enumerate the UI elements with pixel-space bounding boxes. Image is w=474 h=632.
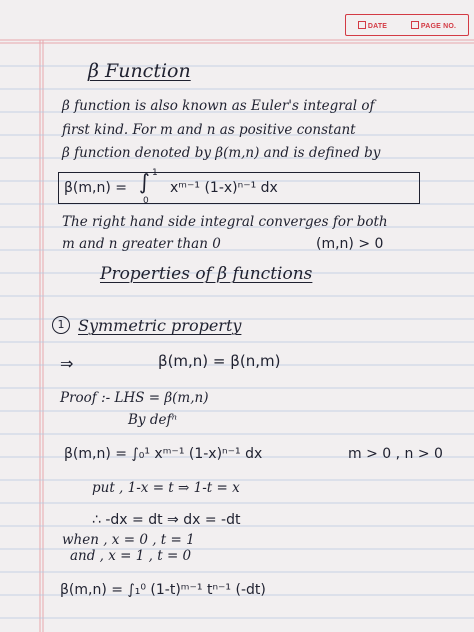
date-page-stamp	[345, 14, 469, 36]
intro-line-3: β function denoted by β(m,n) and is defined by	[62, 145, 381, 161]
proof-conditions: m > 0 , n > 0	[348, 446, 443, 462]
proof-by-def: By defⁿ	[128, 412, 177, 428]
proof-limits-when: when , x = 0 , t = 1	[62, 532, 195, 548]
proof-integral: β(m,n) = ∫₀¹ xᵐ⁻¹ (1-x)ⁿ⁻¹ dx	[64, 446, 263, 462]
page-checkbox-icon	[411, 21, 419, 29]
proof-lhs: Proof :- LHS = β(m,n)	[60, 390, 209, 406]
proof-differential: ∴ -dx = dt ⇒ dx = -dt	[92, 512, 241, 528]
property-number: 1	[52, 316, 70, 334]
date-checkbox-icon	[358, 21, 366, 29]
page-title: β Function	[88, 60, 191, 82]
page-no-label: PAGE NO.	[411, 21, 456, 30]
proof-substitution: put , 1-x = t ⇒ 1-t = x	[92, 480, 240, 496]
converge-condition: (m,n) > 0	[316, 236, 384, 252]
proof-limits-and: and , x = 1 , t = 0	[70, 548, 192, 564]
definition-lhs: β(m,n) =	[64, 180, 127, 196]
section-heading: Properties of β functions	[100, 264, 313, 284]
definition-upper-limit: 1	[152, 168, 158, 178]
intro-line-2: first kind. For m and n as positive constant	[62, 122, 356, 138]
implies-arrow-icon: ⇒	[60, 354, 74, 373]
definition-lower-limit: 0	[143, 196, 149, 206]
intro-line-1: β function is also known as Euler's integral of	[62, 98, 375, 114]
integral-sign-icon: ∫	[139, 170, 150, 194]
converge-line-2: m and n greater than 0	[62, 236, 221, 252]
definition-integrand: xᵐ⁻¹ (1-x)ⁿ⁻¹ dx	[170, 180, 278, 196]
proof-transformed-integral: β(m,n) = ∫₁⁰ (1-t)ᵐ⁻¹ tⁿ⁻¹ (-dt)	[60, 582, 266, 598]
date-label: DATE	[358, 21, 387, 30]
property-statement: β(m,n) = β(n,m)	[158, 352, 281, 370]
property-name: Symmetric property	[78, 316, 242, 335]
converge-line-1: The right hand side integral converges for both	[62, 214, 388, 230]
